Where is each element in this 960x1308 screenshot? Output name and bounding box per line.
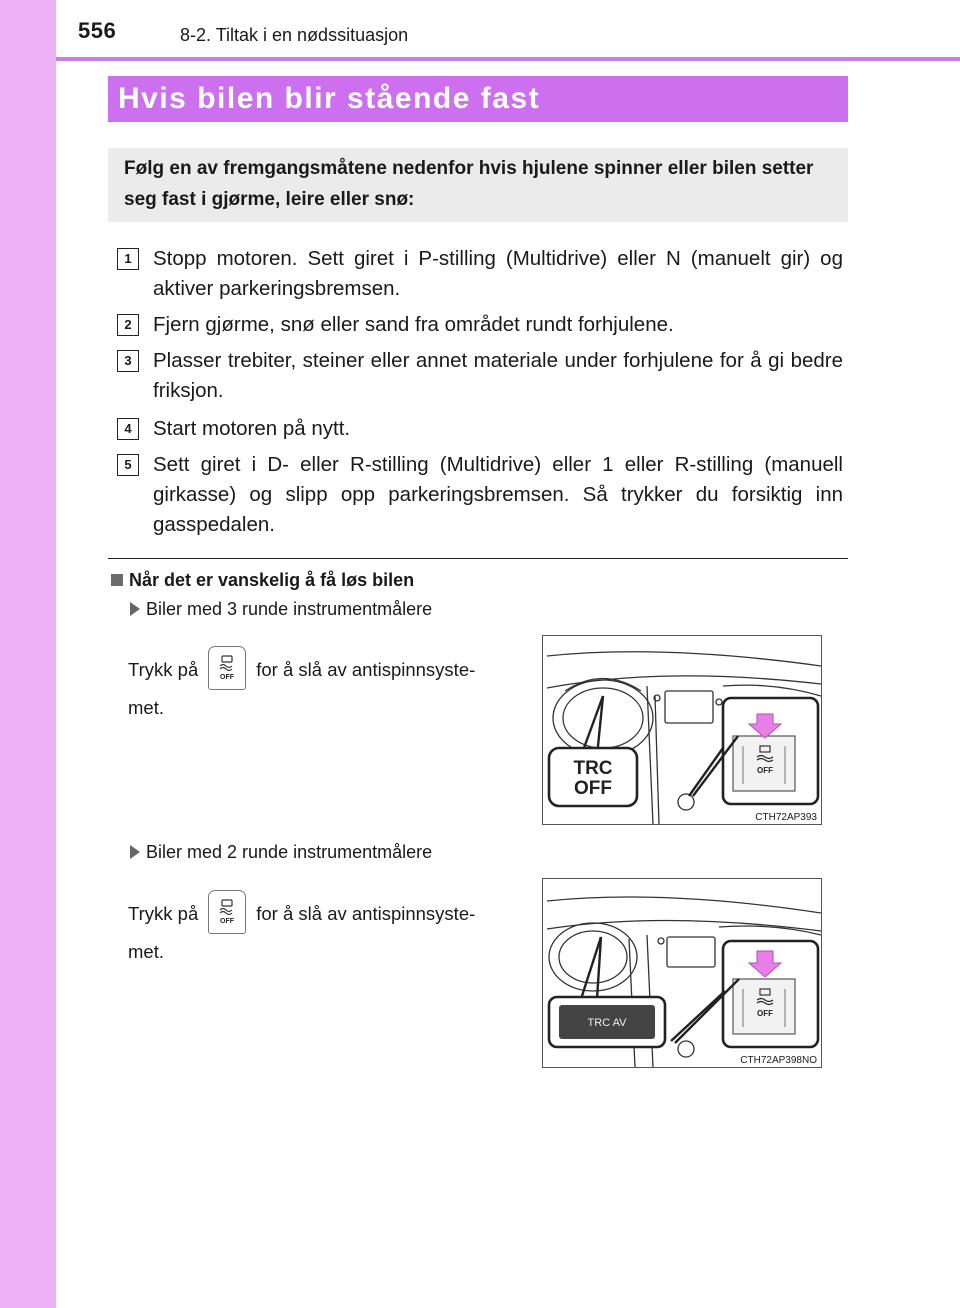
indicator-text: TRC AV (587, 1017, 627, 1029)
dashboard-figure (542, 878, 822, 1068)
step-text: Stopp motoren. Sett giret i P-stilling (Multidrive) eller N (manuelt gir) og aktiver parkeringsbremsen. (153, 247, 843, 300)
step-number: 4 (117, 418, 139, 440)
variant-label: Biler med 2 runde instrumentmålere (146, 842, 433, 862)
instruction-after: for å slå av antispinnsyste- (256, 903, 476, 924)
subsection-heading (111, 570, 414, 591)
variant-bullet (130, 599, 432, 620)
instruction-before: Trykk på (128, 903, 199, 924)
intro-text: Følg en av fremgangsmåtene nedenfor hvis hjulene spinner eller bilen setter seg fast i gjørme, leire eller snø: (124, 158, 814, 210)
step-text: Start motoren på nytt. (153, 417, 351, 440)
indicator-line2: OFF (574, 778, 612, 799)
variant-label: Biler med 3 runde instrumentmålere (146, 599, 433, 619)
trc-off-button-icon (208, 890, 246, 934)
step-text: Plasser trebiter, steiner eller annet materiale under forhjulene for å gi bedre friksjon. (153, 349, 843, 402)
triangle-bullet-icon (130, 845, 140, 859)
step-text: Sett giret i D- eller R-stilling (Multidrive) eller 1 eller R-stilling (manuell girkasse) og slipp opp parkeringsbremsen. Så trykker du forsiktig inn gasspedalen. (153, 453, 843, 536)
dashboard-illustration (543, 879, 821, 1067)
dashboard-illustration (543, 636, 821, 824)
page-title: Hvis bilen blir stående fast (118, 82, 541, 115)
step-number: 3 (117, 350, 139, 372)
subsection-title: Når det er vanskelig å få løs bilen (129, 570, 415, 590)
button-label: OFF (220, 918, 235, 925)
triangle-bullet-icon (130, 602, 140, 616)
instruction-line2: met. (128, 697, 164, 718)
page-side-band (0, 0, 56, 1308)
header-rule (56, 57, 960, 61)
instruction-line2: met. (128, 941, 164, 962)
variant-bullet (130, 842, 432, 863)
indicator-line1: TRC (573, 758, 613, 779)
instruction-after: for å slå av antispinnsyste- (256, 659, 476, 680)
page-number: 556 (78, 18, 117, 43)
section-divider (108, 558, 848, 559)
instruction-before: Trykk på (128, 659, 199, 680)
step-number: 2 (117, 314, 139, 336)
step-number: 5 (117, 454, 139, 476)
section-heading: 8-2. Tiltak i en nødssituasjon (180, 25, 409, 45)
switch-off-label: OFF (757, 766, 773, 775)
button-label: OFF (220, 674, 235, 681)
instruction-text (128, 646, 528, 726)
dashboard-figure (542, 635, 822, 825)
instruction-text (128, 890, 528, 970)
square-bullet-icon (111, 574, 123, 586)
step-text: Fjern gjørme, snø eller sand fra området rundt forhjulene. (153, 313, 674, 336)
figure-code: CTH72AP393 (755, 812, 817, 823)
trc-off-button-icon (208, 646, 246, 690)
figure-code: CTH72AP398NO (740, 1055, 817, 1066)
step-number: 1 (117, 248, 139, 270)
switch-off-label: OFF (757, 1009, 773, 1018)
